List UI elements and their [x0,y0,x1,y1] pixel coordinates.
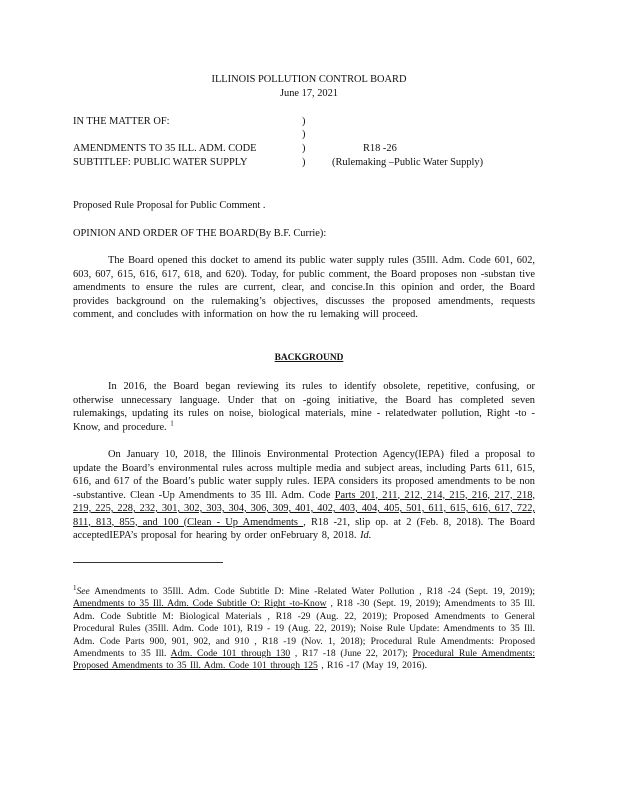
caption-matter: IN THE MATTER OF: [73,116,170,127]
footnote-text: , R17 -18 (June 22, 2017); [290,648,413,660]
footnote-see: See [76,586,90,597]
background-paragraph-1 [73,380,535,434]
bp2-text: On January 10, 2018, the Illinois Environmental Protection Agency(IEPA) filed a proposal to update the Board’s environmental rules across multiple media and subject areas, including Parts 611, 615, 616, and 617 of the Board’s public water supply rules. IEPA considers its proposed amendments to be non -substantive. Clean -Up Amendments to 35 Ill. Adm. Code [73,449,535,501]
intro-paragraph: The Board opened this docket to amend its public water supply rules (35Ill. Adm. Code 601, 602, 603, 607, 615, 616, 617, 618, and 620). Today, for public comment, the Board proposes non -substan tive amendments to ensure the rules are current, clear, and concise.In this opinion and order, the Board provides background on the rulemaking’s objectives, discusses the proposed amendments, requests comment, and concludes with information on how the ru lemaking will proceed. [73,255,535,320]
footnote-number: 1 [73,583,77,592]
footnote-1 [73,583,535,673]
caption-paren: ) [302,116,306,127]
agency-title: ILLINOIS POLLUTION CONTROL BOARD [211,74,407,85]
bp2-underlined-citation: Parts 201, 211, 212, 214, 215, 216, 217, 218, 219, 225, 228, 232, 301, 302, 303, 304, 306, 309, 401, 402, 403, 404, 405, 501, 611, 615, 616, 617, 722, 811, 813, 855, and 100 (Clean - Up Amendments [73,489,535,528]
opinion-heading: OPINION AND ORDER OF THE BOARD(By B.F. Currie): [73,228,327,239]
docket-number: R18 -26 [363,143,397,154]
footnote-citation: Procedural Rule Amendments: Proposed Amendments to 35 Ill. Adm. Code 101 through 125 [73,648,535,672]
caption-paren: ) [302,143,306,154]
footnote-text: , R16 -17 (May 19, 2016). [317,660,427,672]
caption-paren: ) [302,129,306,140]
caption-paren: ) [302,157,306,168]
caption-subtitle: SUBTITLEF: PUBLIC WATER SUPPLY [73,157,248,168]
footnote-text: Amendments to 35Ill. Adm. Code Subtitle D: Mine -Related Water Pollution , R18 -24 (Sept. 19, 2019); [89,586,535,597]
bp2-text: , R18 -21, slip op. at 2 (Feb. 8, 2018). The Board acceptedIEPA’s proposal for hearing by order onFebruary 8, 2018. [73,516,535,541]
proposal-line: Proposed Rule Proposal for Public Comment . [73,200,266,211]
footnote-text: , R18 -30 (Sept. 19, 2019); Amendments to 35 Ill. Adm. Code Subtitle M: Biological Materials , R18 -29 (Aug. 22, 2019); Proposed Amendments to General Procedural Rules (35Ill. Adm. Code 101), R19 - 19 (Aug. 22, 2019); Noise Rule Update: Amendments to 35 Ill. Adm. Code Parts 900, 901, 902, and 910 , R18 -19 (Nov. 1, 2018); Procedural Rule Amendments: Proposed Amendments to 35 Ill. [73,598,535,660]
bp2-id: Id. [360,530,372,541]
caption-amendments: AMENDMENTS TO 35 ILL. ADM. CODE [73,143,257,154]
footnote-divider [73,562,223,563]
footnote-citation: Amendments to 35 Ill. Adm. Code Subtitle O: Right -to-Know [73,598,327,610]
background-paragraph-1-text: In 2016, the Board began reviewing its rules to identify obsolete, repetitive, confusing, or otherwise unnecessary language. Under that on -going initiative, the Board has completed seven rulemakings, updating its rules on noise, biological materials, mine - relatedwater pollution, Right -to -Know, and procedure. [73,381,535,433]
footnote-citation: Adm. Code 101 through 130 [170,648,291,660]
background-heading: BACKGROUND [274,353,344,363]
document-date: June 17, 2021 [279,88,338,99]
background-paragraph-2 [73,448,535,543]
footnote-reference: 1 [170,419,174,428]
rulemaking-type: (Rulemaking –Public Water Supply) [332,157,484,168]
